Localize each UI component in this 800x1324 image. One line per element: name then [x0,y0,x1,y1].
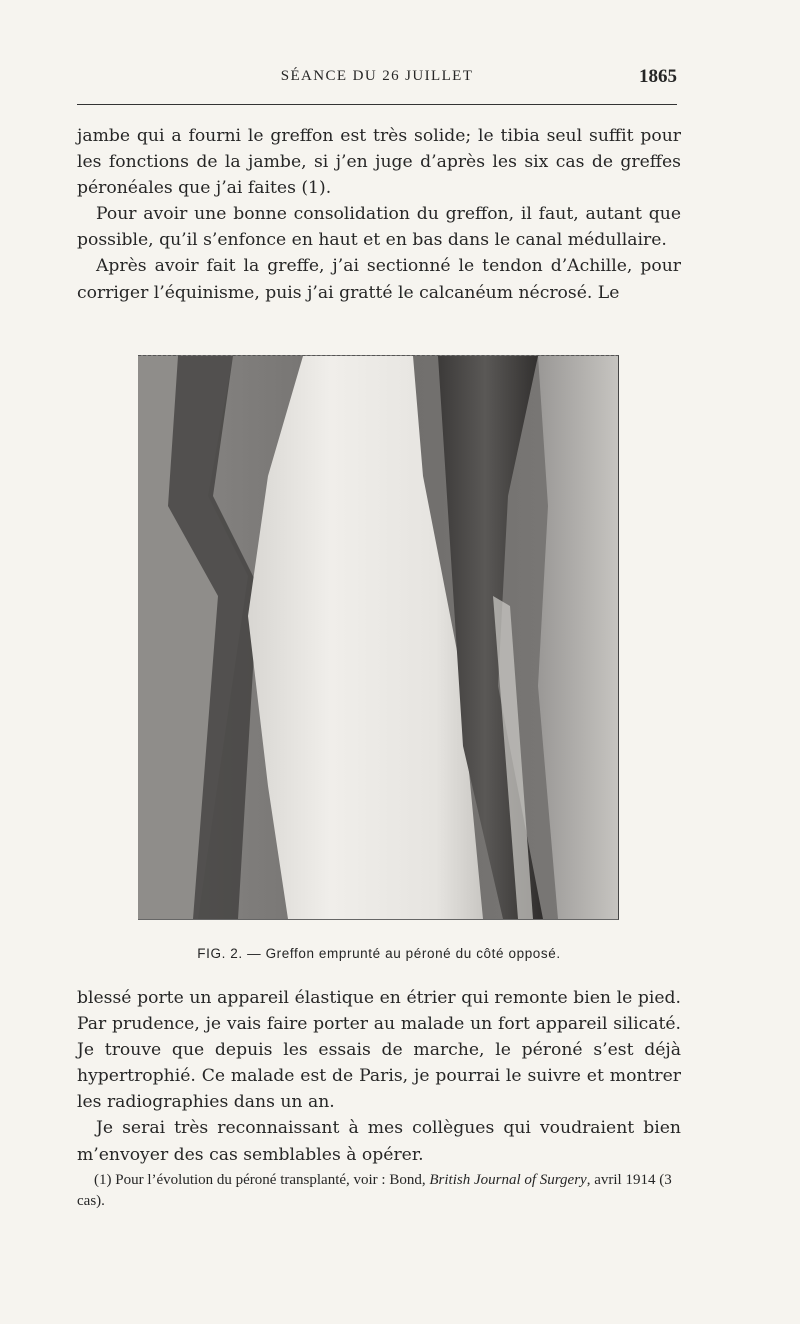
header-rule [77,104,677,105]
footnote-suffix: , avril 1914 (3 cas). [77,1172,672,1209]
radiograph-image [138,356,618,919]
caption-dash: — [247,946,262,961]
paragraph: Je serai très reconnaissant à mes collègues qui voudraient bien m’envoyer des cas semblables à opérer. [77,1118,681,1165]
caption-label: FIG. 2. [197,946,243,961]
bottom-text-block [77,985,681,1168]
paragraph: Après avoir fait la greffe, j’ai sectionné le tendon d’Achille, pour corriger l’équinisme, puis j’ai gratté le calcanéum nécrosé. Le [77,256,681,303]
footnote-prefix: (1) Pour l’évolution du péroné transplanté, voir : Bond, [94,1172,430,1188]
footnote [77,1170,681,1212]
paragraph-continuation: blessé porte un appareil élastique en étrier qui remonte bien le pied. Par prudence, je vais faire porter au malade un fort appareil silicaté. Je trouve que depuis les essais de marche, le péroné s’est déjà hypertrophié. Ce malade est de Paris, je pourrai le suivre et montrer les radiographies dans un an. [77,988,681,1113]
figure-caption [77,946,681,961]
top-text-block [77,123,681,306]
page-header [77,62,677,98]
paragraph: Pour avoir une bonne consolidation du greffon, il faut, autant que possible, qu’il s’enfonce en haut et en bas dans le canal médullaire. [77,204,681,251]
radiograph-figure [138,355,619,920]
running-head: SÉANCE DU 26 JUILLET [280,68,474,84]
footnote-journal: British Journal of Surgery [429,1172,587,1188]
caption-text: Greffon emprunté au péroné du côté opposé. [265,946,561,961]
page-number: 1865 [639,66,677,87]
paragraph-continuation: jambe qui a fourni le greffon est très solide; le tibia seul suffit pour les fonctions de la jambe, si j’en juge d’après les six cas de greffes péronéales que j’ai faites (1). [77,126,681,199]
